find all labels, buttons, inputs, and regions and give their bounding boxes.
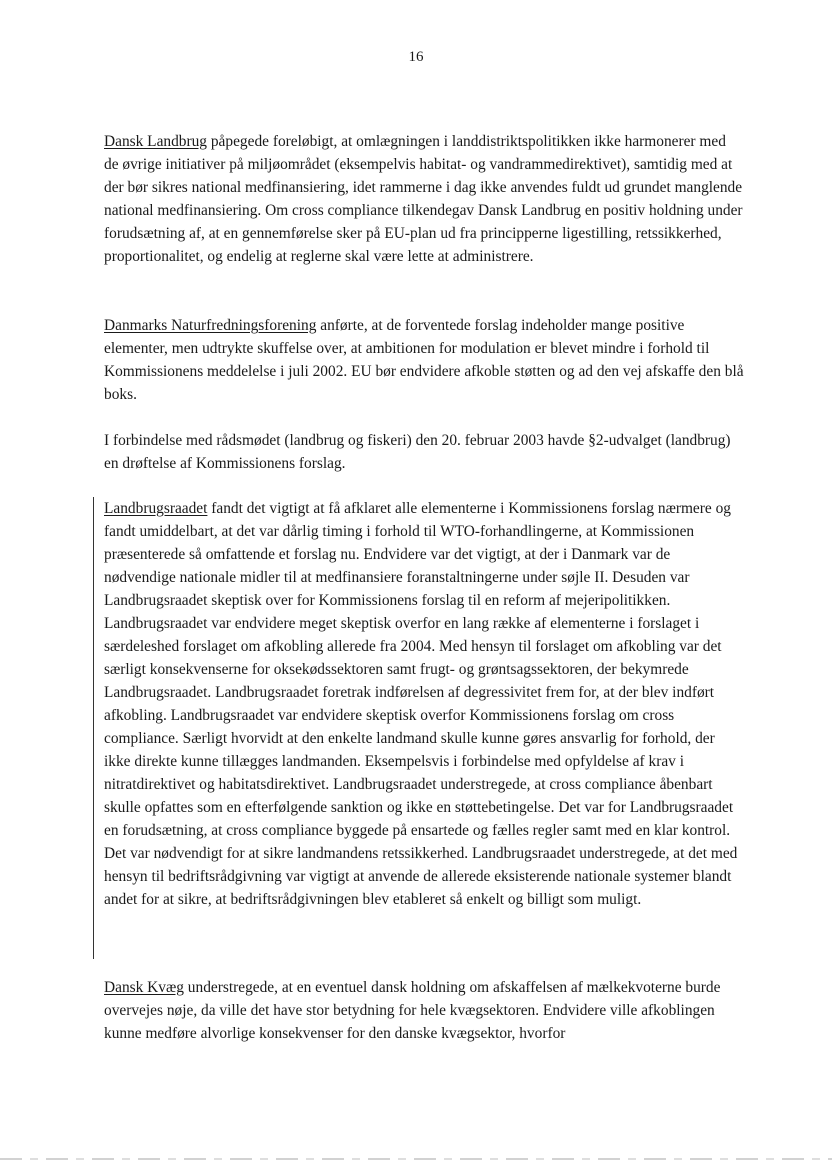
paragraph-text: understregede, at en eventuel dansk holdning om afskaffelsen af mælkekvoterne burde overvejes nøje, da ville det have stor betydning for hele kvægsektoren. Endvidere ville afkoblingen kunne medføre alvorlige konsekvenser for den danske kvægsektor, hvorfor	[104, 979, 721, 1042]
paragraph-landbrugsraadet	[104, 497, 744, 911]
scan-artifact-line	[0, 1158, 832, 1160]
organization-name: Dansk Landbrug	[104, 133, 208, 150]
organization-name: Dansk Kvæg	[104, 979, 184, 996]
organization-name: Danmarks Naturfredningsforening	[104, 317, 317, 334]
paragraph-naturfredningsforening	[104, 314, 744, 406]
revision-bar	[93, 497, 94, 959]
paragraph-raadsmoede	[104, 429, 744, 475]
paragraph-text: I forbindelse med rådsmødet (landbrug og fiskeri) den 20. februar 2003 havde §2-udvalget (landbrug) en drøftelse af Kommissionens forslag.	[104, 432, 731, 472]
page-number: 16	[408, 49, 424, 65]
organization-name: Landbrugsraadet	[104, 500, 208, 517]
paragraph-dansk-landbrug	[104, 130, 744, 268]
paragraph-dansk-kvaeg	[104, 976, 744, 1045]
paragraph-text: fandt det vigtigt at få afklaret alle elementerne i Kommissionens forslag nærmere og fandt umiddelbart, at det var dårlig timing i forhold til WTO-forhandlingerne, at Kommissionen præsenterede så omfattende et forslag nu. Endvidere var det vigtigt, at der i Danmark var de nødvendige nationale midler til at medfinansiere foranstaltningerne under søjle II. Desuden var Landbrugsraadet skeptisk over for Kommissionens forslag til en reform af mejeripolitikken. Landbrugsraadet var endvidere meget skeptisk overfor en lang række af elementerne i forslaget i særdeleshed forslaget om afkobling allerede fra 2004. Med hensyn til forslaget om afkobling var det særligt konsekvenserne for oksekødssektoren samt frugt- og grøntsagssektoren, der bekymrede Landbrugsraadet. Landbrugsraadet foretrak indførelsen af degressivitet frem for, at der blev indført afkobling. Landbrugsraadet var endvidere skeptisk overfor Kommissionens forslag om cross compliance. Særligt hvorvidt at den enkelte landmand skulle kunne gøres ansvarlig for forhold, der ikke direkte kunne tillægges landmanden. Eksempelsvis i forbindelse med opfyldelse af krav i nitratdirektivet og habitatsdirektivet. Landbrugsraadet understregede, at cross compliance åbenbart skulle opfattes som en efterfølgende sanktion og ikke en støttebetingelse. Det var for Landbrugsraadet en forudsætning, at cross compliance byggede på ensartede og fælles regler samt med en klar kontrol. Det var nødvendigt for at sikre landmandens retssikkerhed. Landbrugsraadet understregede, at det med hensyn til bedriftsrådgivning var vigtigt at anvende de allerede eksisterende nationale systemer blandt andet for at sikre, at bedriftsrådgivningen blev etableret så enkelt og billigt som muligt.	[104, 500, 738, 908]
paragraph-text: anførte, at de forventede forslag indeholder mange positive elementer, men udtrykte skuffelse over, at ambitionen for modulation er blevet mindre i forhold til Kommissionens meddelelse i juli 2002. EU bør endvidere afkoble støtten og ad den vej afskaffe den blå boks.	[104, 317, 744, 403]
paragraph-text: påpegede foreløbigt, at omlægningen i landdistriktspolitikken ikke harmonerer med de øvrige initiativer på miljøområdet (eksempelvis habitat- og vandrammedirektivet), samtidig med at der bør sikres national medfinansiering, idet rammerne i dag ikke anvendes fuldt ud grundet manglende national medfinansiering. Om cross compliance tilkendegav Dansk Landbrug en positiv holdning under forudsætning af, at en gennemførelse sker på EU-plan ud fra principperne ligestilling, retssikkerhed, proportionalitet, og endelig at reglerne skal være lette at administrere.	[104, 133, 743, 265]
